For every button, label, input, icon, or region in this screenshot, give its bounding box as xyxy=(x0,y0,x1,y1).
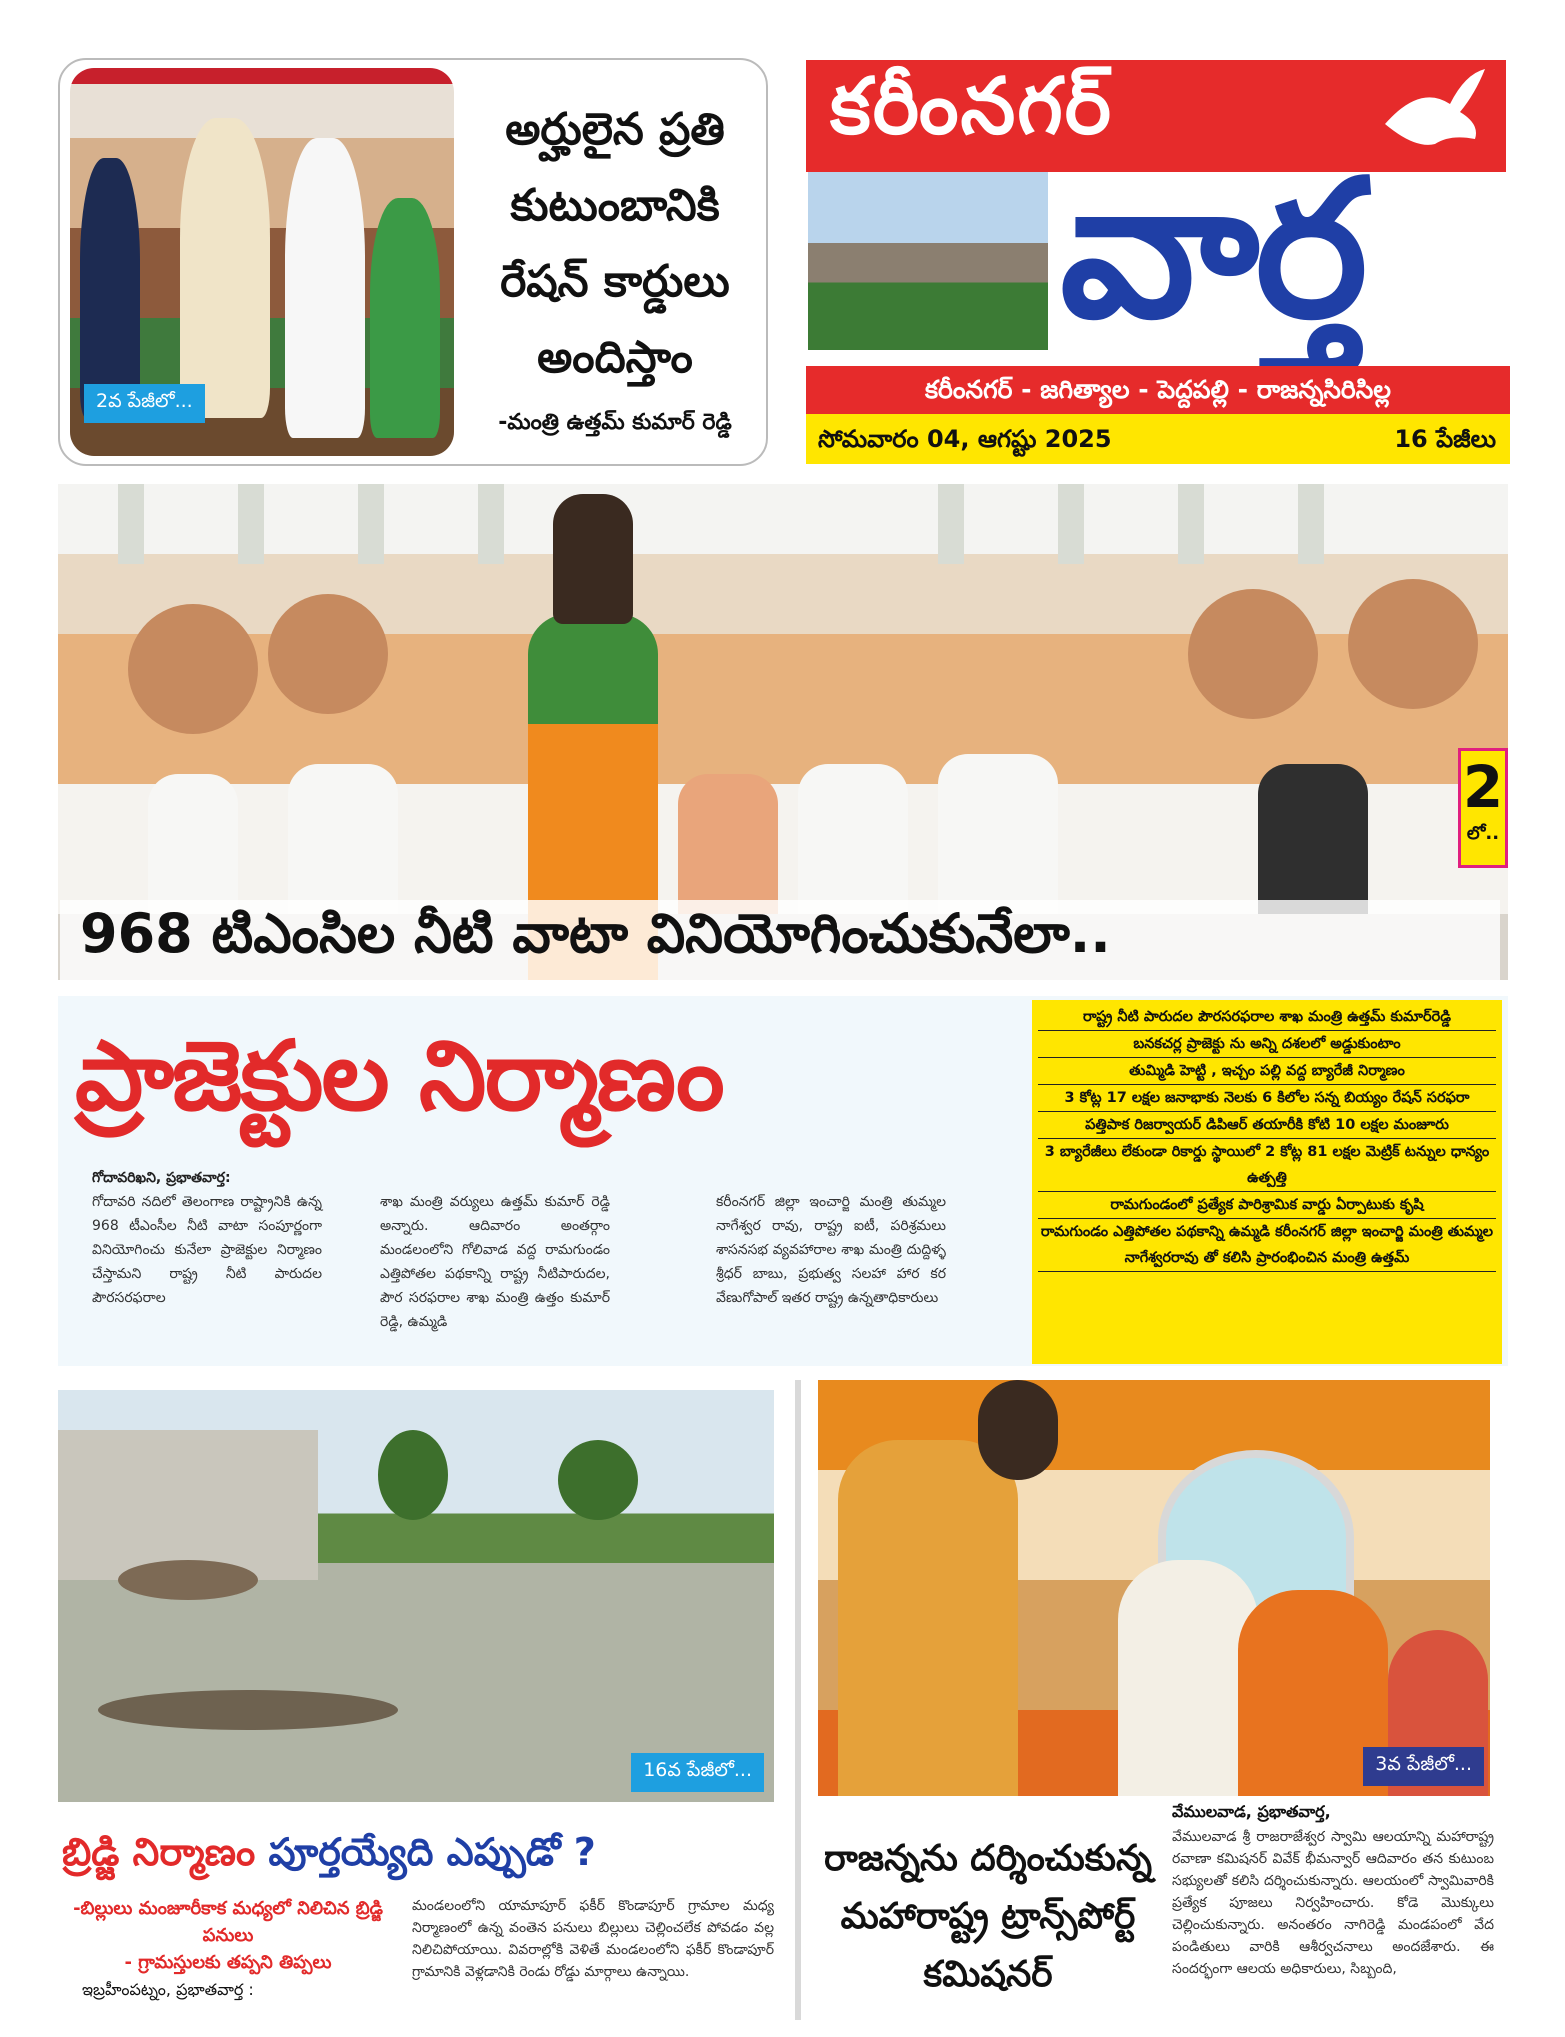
temple-photo xyxy=(818,1380,1490,1796)
bridge-headline-part2: పూర్తయ్యేది ఎప్పుడో ? xyxy=(268,1830,596,1874)
bridge-page-ref[interactable]: 16వ పేజీలో... xyxy=(631,1753,764,1792)
temple-headline: రాజన్నను దర్శించుకున్న మహారాష్ట్ర ట్రాన్స్‌పోర్ట్ కమిషనర్ xyxy=(824,1838,1152,1995)
bridge-dateline: ఇబ్రహీంపట్నం, ప్రభాతవార్త : xyxy=(82,1980,254,1999)
bridge-sub1: -బిల్లులు మంజూరీకాక మధ్యలో నిలిచిన బ్రిడ్జి పనులు xyxy=(73,1898,383,1946)
lead-highlights-box xyxy=(1032,1000,1502,1364)
column-divider xyxy=(795,1380,801,2020)
lead-dateline: గోదావరిఖని, ప్రభాతవార్త: xyxy=(92,1170,231,1186)
masthead-dam-photo xyxy=(808,172,1048,350)
masthead-name-line1: కరీంనగర్ xyxy=(830,62,1114,152)
lead-column-2: శాఖ మంత్రి వర్యులు ఉత్తమ్ కుమార్ రెడ్డి అన్నారు. ఆదివారం అంతర్గాం మండలంలోని గోలివాడ వద్ద రామగుండం ఎత్తిపోతల పథకాన్ని రాష్ట్ర నీటిపారుదల, పౌర సరఫరాల శాఖ మంత్రి ఉత్తం కుమార్ రెడ్డి, ఉమ్మడి xyxy=(380,1194,610,1330)
masthead-dateline xyxy=(806,414,1510,464)
highlight-item: 3 కోట్ల 17 లక్షల జనాభాకు నెలకు 6 కిలోల సన్న బియ్యం రేషన్ సరఫరా xyxy=(1038,1085,1496,1112)
highlight-item: తుమ్మిడి హెట్టి , ఇచ్చం పల్లి వద్ద బ్యారేజీ నిర్మాణం xyxy=(1038,1058,1496,1085)
bridge-subheads xyxy=(58,1895,398,1976)
temple-text: వేములవాడ శ్రీ రాజరాజేశ్వర స్వామి ఆలయాన్ని మహారాష్ట్ర రవాణా కమిషనర్ వివేక్ భీమన్వార్ ఆదివారం తన కుటుంబ సభ్యులతో కలిసి దర్శించుకున్నారు. ఆలయంలో స్వామివారికి ప్రత్యేక పూజలు నిర్వహించారు. కోడె మొక్కులు చెల్లించుకున్నారు. అనంతరం నాగిరెడ్డి మండపంలో వేద పండితులు వారికి ఆశీర్వచనాలు అందజేశారు. ఈ సందర్భంగా ఆలయ అధికారులు, సిబ్బంది, xyxy=(1172,1829,1494,1977)
badge-number: 2 xyxy=(1462,753,1504,821)
teaser-headline: అర్హులైన ప్రతి కుటుంబానికి రేషన్ కార్డులు అందిస్తాం xyxy=(500,104,730,383)
teaser-page-ref[interactable]: 2వ పేజీలో... xyxy=(84,384,205,423)
teaser-credit: -మంత్రి ఉత్తమ్ కుమార్ రెడ్డి xyxy=(498,410,732,435)
teaser-photo xyxy=(70,68,454,456)
bridge-headline xyxy=(62,1830,596,1884)
bridge-headline-part1: బ్రిడ్జి నిర్మాణం xyxy=(62,1830,256,1874)
badge-suffix: లో.. xyxy=(1466,823,1500,844)
masthead-name-line2: వార్త xyxy=(1060,139,1364,360)
bridge-sub2: - గ్రామస్తులకు తప్పని తిప్పలు xyxy=(124,1952,332,1973)
lead-column-3: కరీంనగర్ జిల్లా ఇంచార్జి మంత్రి తుమ్మల నాగేశ్వర రావు, రాష్ట్ర ఐటీ, పరిశ్రమలు శాసనసభ వ్యవహారాల శాఖ మంత్రి దుద్దిళ్ళ శ్రీధర్ బాబు, ప్రభుత్వ సలహా హార కర వేణుగోపాల్ ఇతర రాష్ట్ర ఉన్నతాధికారులు xyxy=(716,1194,946,1306)
bridge-text: మండలంలోని యామాపూర్ ఫకీర్ కొండాపూర్ గ్రామాల మధ్య నిర్మాణంలో ఉన్న వంతెన పనులు బిల్లులు చెల్లించలేక పోవడం వల్ల నిలిచిపోయాయి. వివరాల్లోకి వెళితే మండలంలోని ఫకీర్ కొండాపూర్ గ్రామానికి వెళ్లడానికి రెండు రోడ్డు మార్గాలు ఉన్నాయి. xyxy=(412,1898,774,1980)
highlight-item: రామగుండం ఎత్తిపోతల పథకాన్ని ఉమ్మడి కరీంనగర్ జిల్లా ఇంచార్జి మంత్రి తుమ్మల నాగేశ్వరరావు తో కలిసి ప్రారంభించిన మంత్రి ఉత్తమ్ xyxy=(1038,1219,1496,1272)
masthead-districts: కరీంనగర్ - జగిత్యాల - పెద్దపల్లి - రాజన్నసిరిసిల్ల xyxy=(806,366,1510,414)
bridge-photo xyxy=(58,1390,774,1802)
temple-page-ref[interactable]: 3వ పేజీలో... xyxy=(1363,1747,1484,1786)
temple-dateline: వేములవాడ, ప్రభాతవార్త, xyxy=(1172,1802,1331,1821)
dove-logo-icon xyxy=(1380,64,1490,160)
lead-page-badge[interactable] xyxy=(1458,748,1508,868)
page-count: 16 పేజీలు xyxy=(1394,425,1496,453)
lead-column-1 xyxy=(92,1166,322,1310)
highlight-item: పత్తిపాక రిజర్వాయర్ డిపిఆర్ తయారీకి కోటి 10 లక్షల మంజూరు xyxy=(1038,1112,1496,1139)
highlight-item: బనకచర్ల ప్రాజెక్టు ను అన్ని దశలలో అడ్డుకుంటాం xyxy=(1038,1031,1496,1058)
highlight-item: రామగుండంలో ప్రత్యేక పారిశ్రామిక వార్డు ఏర్పాటుకు కృషి xyxy=(1038,1192,1496,1219)
issue-date: సోమవారం 04, ఆగష్టు 2025 xyxy=(818,425,1112,453)
highlight-item: రాష్ట్ర నీటి పారుదల పౌరసరఫరాల శాఖ మంత్రి ఉత్తమ్ కుమార్‌రెడ్డి xyxy=(1038,1004,1496,1031)
lead-column-1-text: గోదావరి నదిలో తెలంగాణ రాష్ట్రానికి ఉన్న 968 టీఎంసీల నీటి వాటా సంపూర్ణంగా వినియోగించు కునేలా ప్రాజెక్టుల నిర్మాణం చేస్తామని రాష్ట్ర నీటి పారుదల పౌరసరఫరాల xyxy=(92,1194,322,1306)
highlight-item: 3 బ్యారేజీలు లేకుండా రికార్డు స్థాయిలో 2 కోట్ల 81 లక్షల మెట్రిక్ టన్నుల ధాన్యం ఉత్పత్తి xyxy=(1038,1139,1496,1192)
lead-headline: ప్రాజెక్టుల నిర్మాణం xyxy=(75,1020,723,1132)
lead-subhead: 968 టిఎంసిల నీటి వాటా వినియోగించుకునేలా.. xyxy=(80,902,1111,965)
